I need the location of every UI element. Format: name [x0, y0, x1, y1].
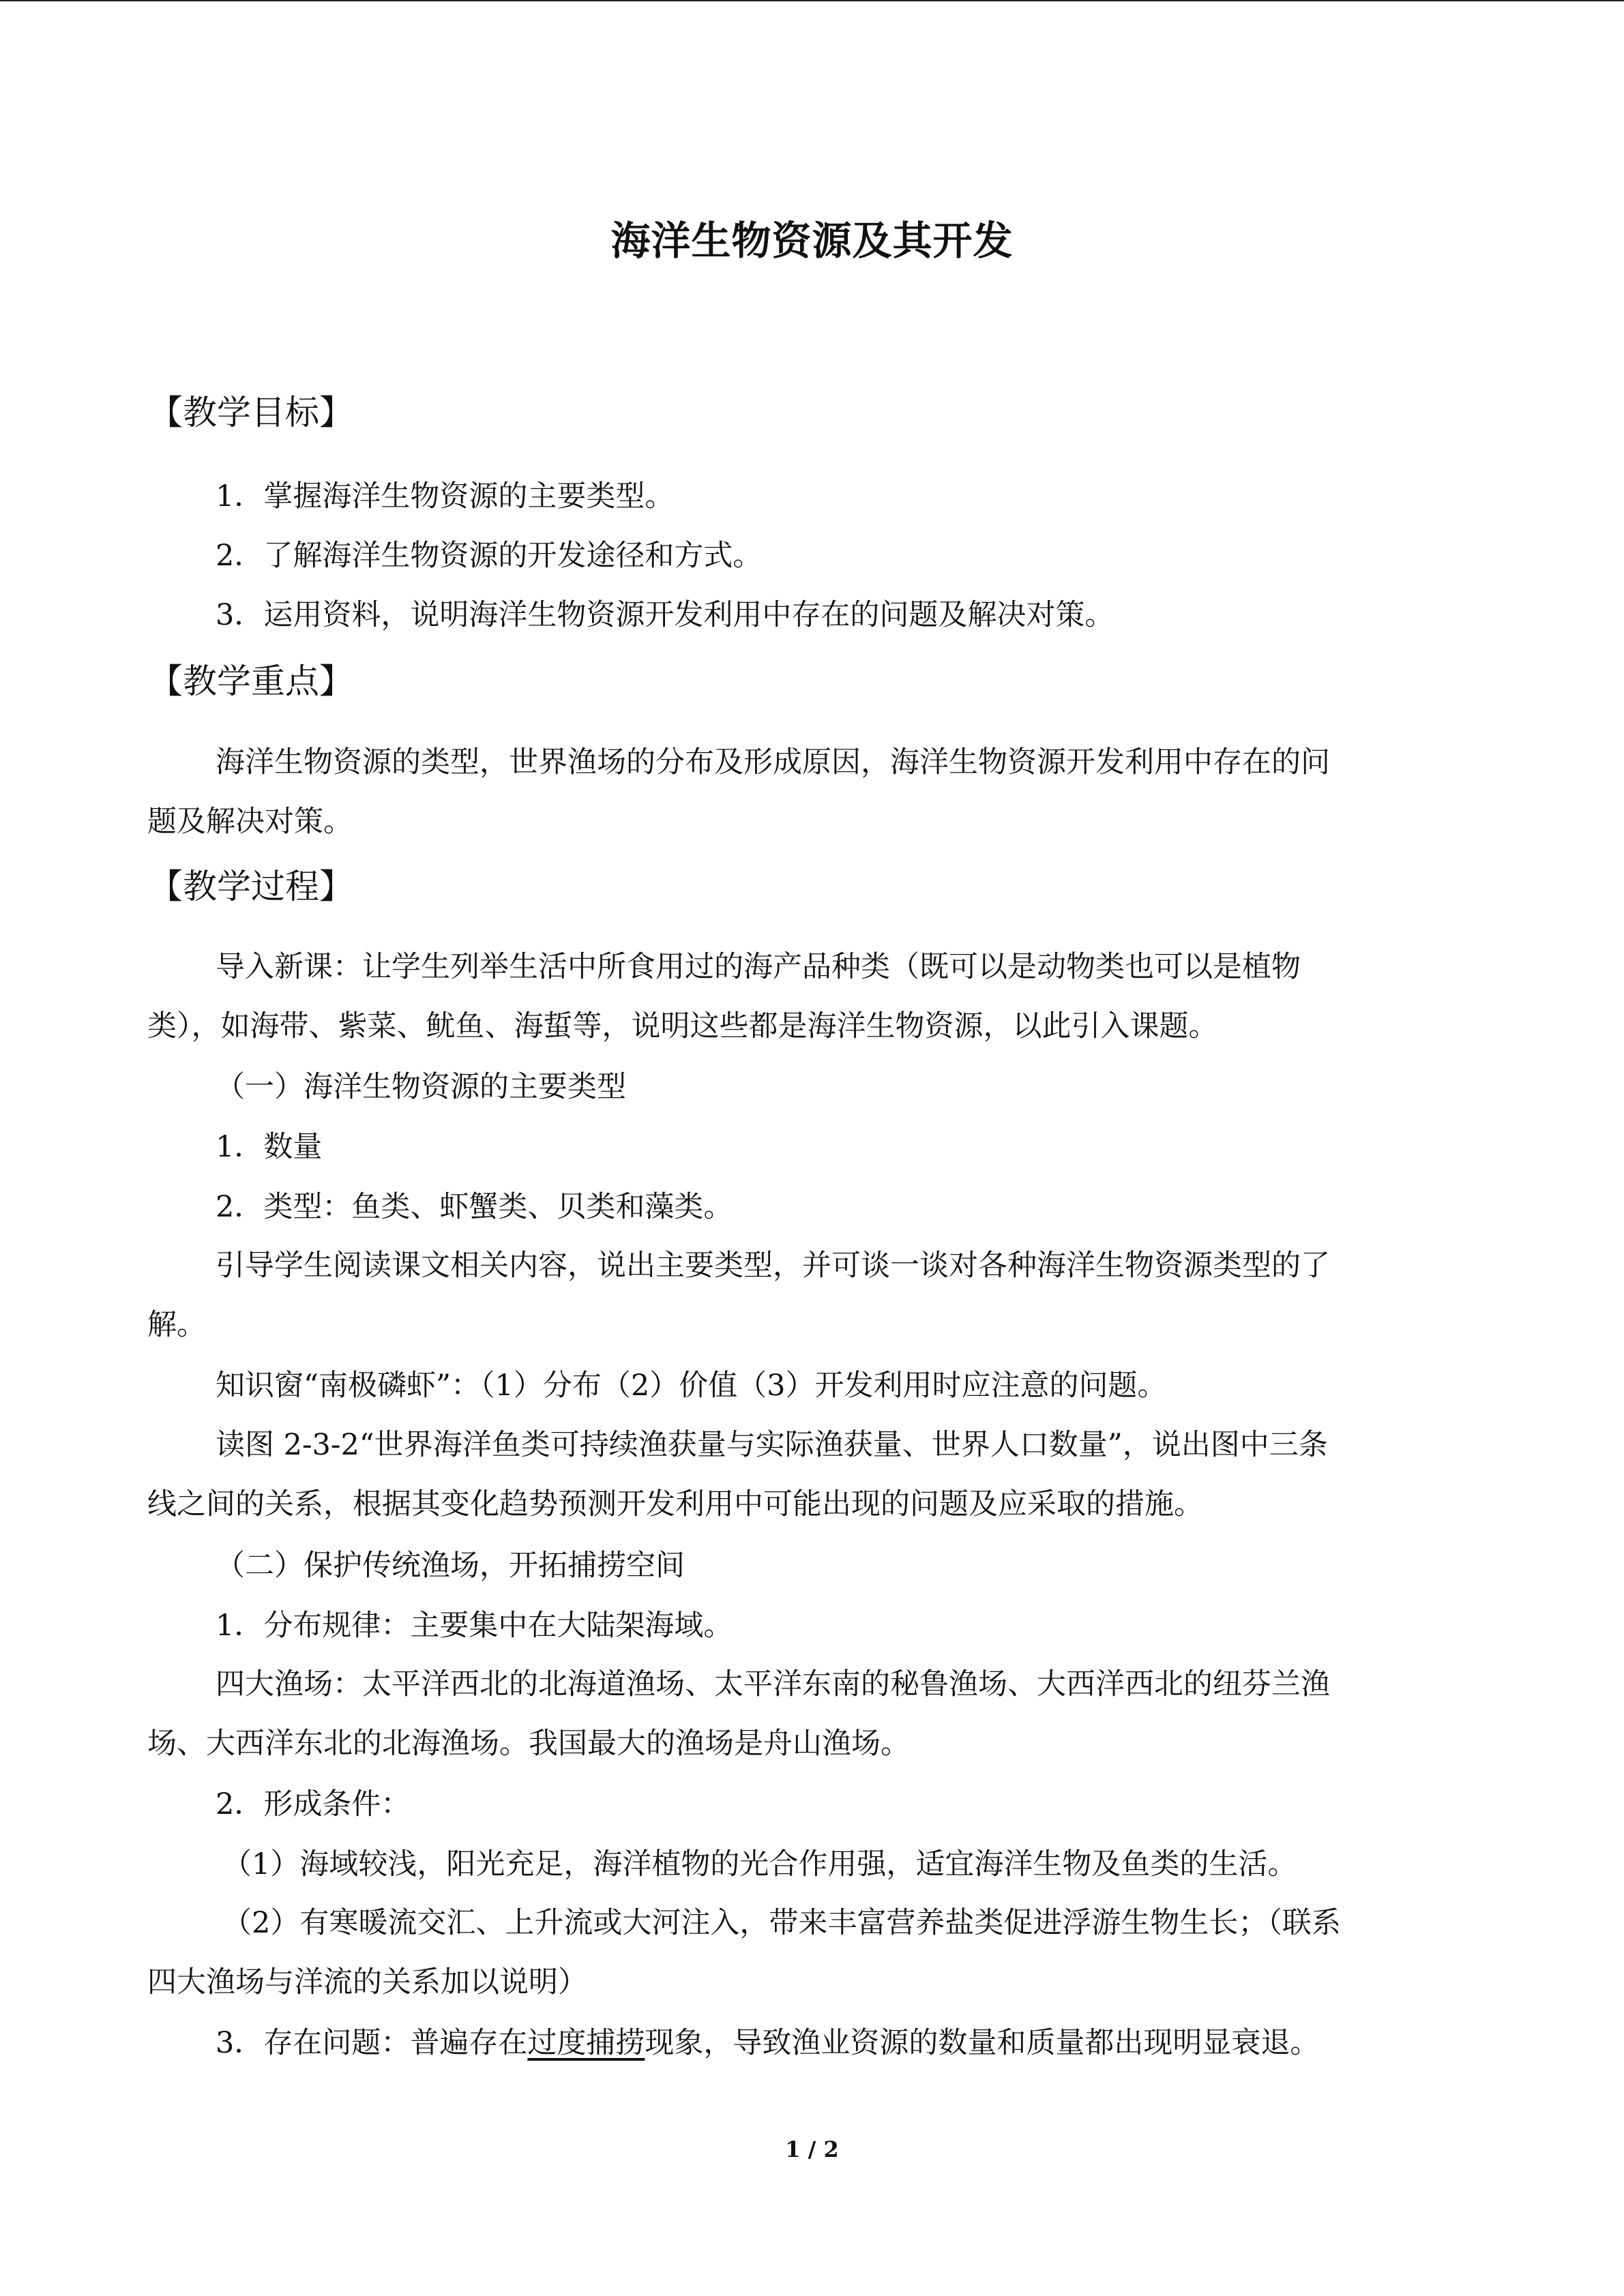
- part-one-item: 2．类型：鱼类、虾蟹类、贝类和藻类。: [216, 1190, 733, 1224]
- key-points-text: 海洋生物资源的类型，世界渔场的分布及形成原因，海洋生物资源开发利用中存在的问: [216, 745, 1330, 779]
- heading-objectives: 【教学目标】: [149, 393, 353, 432]
- condition-item: （2）有寒暖流交汇、上升流或大河注入，带来丰富营养盐类促进浮游生物生长；（联系: [222, 1906, 1341, 1940]
- heading-process: 【教学过程】: [149, 867, 353, 906]
- problem-prefix: 3．存在问题：普遍存在: [216, 2026, 528, 2060]
- problem-suffix: 现象，导致渔业资源的数量和质量都出现明显衰退。: [645, 2026, 1320, 2060]
- document-title: 海洋生物资源及其开发: [610, 218, 1014, 264]
- objective-item: 2．了解海洋生物资源的开发途径和方式。: [216, 539, 763, 573]
- conditions-title: 2．形成条件：: [216, 1787, 411, 1821]
- guide-text: 引导学生阅读课文相关内容，说出主要类型，并可谈一谈对各种海洋生物资源类型的了: [216, 1249, 1330, 1283]
- page-number: 1 / 2: [785, 2136, 839, 2162]
- fisheries-text: 四大渔场：太平洋西北的北海道渔场、太平洋东南的秘鲁渔场、大西洋西北的纽芬兰渔: [216, 1667, 1330, 1701]
- key-points-text: 题及解决对策。: [147, 805, 353, 839]
- intro-text: 导入新课：让学生列举生活中所食用过的海产品种类（既可以是动物类也可以是植物: [216, 950, 1301, 984]
- objective-item: 3．运用资料，说明海洋生物资源开发利用中存在的问题及解决对策。: [216, 598, 1114, 632]
- guide-text: 解。: [147, 1308, 206, 1342]
- intro-text: 类），如海带、紫菜、鱿鱼、海蜇等，说明这些都是海洋生物资源，以此引入课题。: [147, 1009, 1218, 1043]
- figure-reading-text: 线之间的关系，根据其变化趋势预测开发利用中可能出现的问题及应采取的措施。: [147, 1487, 1203, 1521]
- distribution-text: 1．分布规律：主要集中在大陆架海域。: [216, 1609, 733, 1643]
- part-two-title: （二）保护传统渔场，开拓捕捞空间: [216, 1549, 685, 1583]
- top-border: [0, 0, 1624, 1]
- condition-item: （1）海域较浅，阳光充足，海洋植物的光合作用强，适宜海洋生物及鱼类的生活。: [222, 1847, 1297, 1881]
- figure-reading-text: 读图 2-3-2“世界海洋鱼类可持续渔获量与实际渔获量、世界人口数量”，说出图中三条: [216, 1428, 1328, 1462]
- condition-item: 四大渔场与洋流的关系加以说明）: [147, 1965, 587, 1999]
- problem-underlined: 过度捕捞: [527, 2026, 645, 2060]
- objective-item: 1．掌握海洋生物资源的主要类型。: [216, 479, 675, 513]
- knowledge-window-text: 知识窗“南极磷虾”：（1）分布（2）价值（3）开发利用时应注意的问题。: [216, 1369, 1167, 1403]
- heading-key-points: 【教学重点】: [149, 661, 353, 701]
- part-one-item: 1．数量: [216, 1130, 323, 1164]
- part-one-title: （一）海洋生物资源的主要类型: [216, 1070, 626, 1104]
- problem-text: [216, 2021, 1319, 2065]
- fisheries-text: 场、大西洋东北的北海渔场。我国最大的渔场是舟山渔场。: [147, 1727, 910, 1761]
